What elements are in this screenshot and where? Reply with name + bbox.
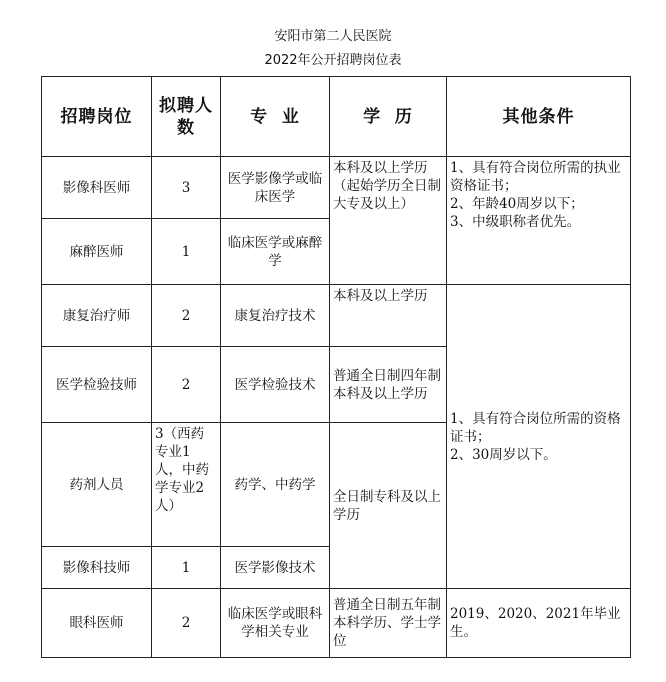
cell-major: 临床医学或眼科学相关专业 [221,589,330,658]
table-row [42,589,631,658]
table-header-row [42,77,631,157]
cell-major: 医学检验技术 [221,347,330,423]
cell-position: 麻醉医师 [42,219,152,285]
cell-count: 1 [152,547,221,589]
cell-education-merged: 本科及以上学历（起始学历全日制大专及以上） [330,157,447,285]
cell-count: 3（西药专业1人，中药学专业2人） [152,423,221,547]
cell-count: 3 [152,157,221,219]
cell-conditions-merged: 1、具有符合岗位所需的执业资格证书； 2、年龄40周岁以下； 3、中级职称者优先。 [447,157,631,285]
cell-count: 2 [152,285,221,347]
cell-education: 普通全日制四年制本科及以上学历 [330,347,447,423]
cell-major: 临床医学或麻醉学 [221,219,330,285]
cell-major: 医学影像技术 [221,547,330,589]
cell-major: 医学影像学或临床医学 [221,157,330,219]
cell-count: 2 [152,589,221,658]
cell-position: 眼科医师 [42,589,152,658]
cell-position: 医学检验技师 [42,347,152,423]
header-count: 拟聘人数 [152,77,221,157]
table-row [42,157,631,219]
cell-position: 影像科技师 [42,547,152,589]
cell-conditions: 2019、2020、2021年毕业生。 [447,589,631,658]
cell-position: 药剂人员 [42,423,152,547]
cell-conditions-merged: 1、具有符合岗位所需的资格证书； 2、30周岁以下。 [447,285,631,589]
cell-education: 普通全日制五年制本科学历、学士学位 [330,589,447,658]
header-education: 学 历 [330,77,447,157]
cell-position: 影像科医师 [42,157,152,219]
cell-count: 1 [152,219,221,285]
cell-education-merged: 全日制专科及以上学历 [330,423,447,589]
cell-major: 康复治疗技术 [221,285,330,347]
cell-major: 药学、中药学 [221,423,330,547]
header-major: 专 业 [221,77,330,157]
table-title: 2022年公开招聘岗位表 [264,53,402,68]
header-position: 招聘岗位 [42,77,152,157]
table-row [42,285,631,347]
cell-count: 2 [152,347,221,423]
header-conditions: 其他条件 [447,77,631,157]
recruitment-table [41,76,631,658]
cell-position: 康复治疗师 [42,285,152,347]
hospital-name: 安阳市第二人民医院 [274,29,392,44]
cell-education: 本科及以上学历 [330,285,447,347]
